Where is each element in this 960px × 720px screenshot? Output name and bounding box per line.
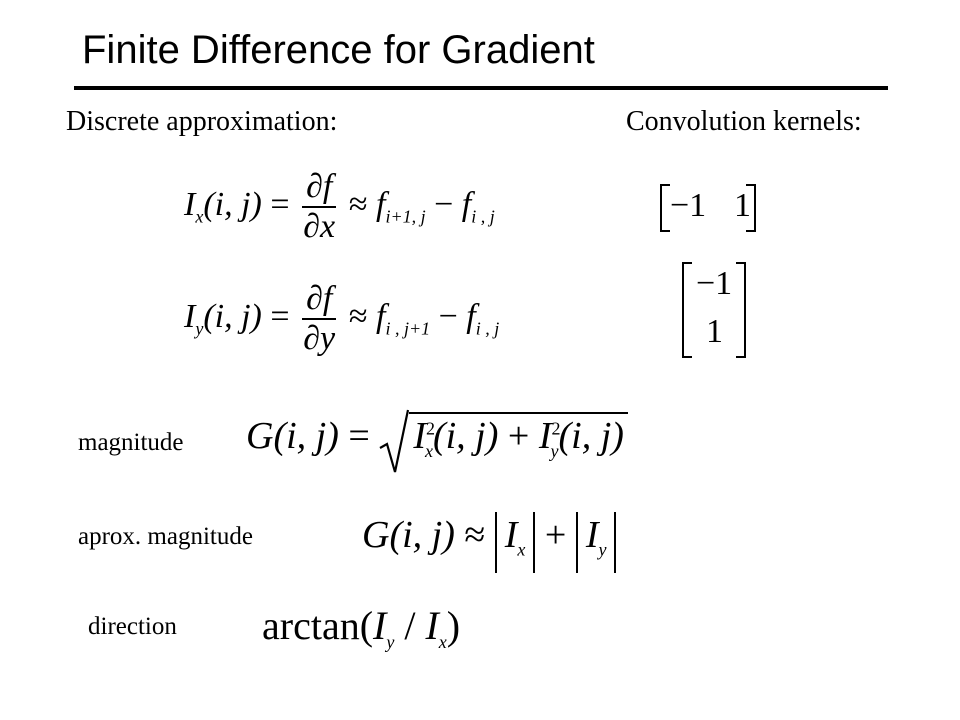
direction-a-var: I	[373, 603, 387, 648]
direction-a-sub: y	[386, 632, 395, 652]
direction-close: )	[446, 603, 461, 648]
iy-lhs-args: (i, j)	[203, 297, 262, 335]
square-root-radicand	[409, 412, 628, 462]
approx-symbol: ≈	[464, 514, 486, 556]
approx-lhs: G(i, j)	[362, 514, 455, 556]
right-bracket	[736, 262, 746, 358]
magnitude-t1-sub: x	[424, 440, 433, 461]
iy-numerator: ∂f	[302, 280, 336, 320]
ix-term1-var: f	[375, 185, 386, 223]
approx-magnitude-label: aprox. magnitude	[78, 523, 253, 550]
iy-term1-var: f	[375, 297, 386, 335]
approx-plus: +	[544, 514, 567, 556]
title-underline	[74, 86, 888, 90]
direction-b-var: I	[425, 603, 439, 648]
magnitude-lhs: G(i, j)	[246, 415, 339, 457]
radical-sign-icon	[379, 406, 409, 476]
discrete-approximation-heading: Discrete approximation:	[66, 106, 338, 137]
abs-ix	[495, 512, 536, 573]
direction-slash: /	[394, 603, 426, 648]
iy-equals: =	[270, 297, 290, 335]
magnitude-t2-sub: y	[550, 440, 559, 461]
equation-iy	[184, 280, 499, 358]
magnitude-t1-args: (i, j)	[432, 415, 499, 457]
ix-lhs-sub: x	[195, 206, 204, 227]
direction-b-sub: x	[438, 632, 447, 652]
magnitude-t1-sup: 2	[425, 418, 435, 439]
iy-lhs-sub: y	[195, 318, 204, 339]
approx-a-var: I	[504, 514, 518, 556]
column-kernel-cell-2: 1	[706, 313, 723, 350]
row-kernel-cell-1: −1	[670, 187, 707, 224]
ix-derivative-fraction	[302, 168, 336, 246]
magnitude-t1-var: I	[413, 415, 426, 457]
magnitude-equation	[246, 412, 628, 462]
left-bracket	[682, 262, 692, 358]
ix-lhs-args: (i, j)	[203, 185, 262, 223]
column-kernel-matrix	[682, 262, 746, 354]
magnitude-t2-args: (i, j)	[558, 415, 624, 457]
approx-b-var: I	[585, 514, 599, 556]
ix-term2-sub: i , j	[471, 206, 495, 227]
approx-a-sub: x	[517, 539, 526, 560]
magnitude-t2-sup: 2	[551, 418, 561, 439]
magnitude-plus: +	[507, 415, 530, 457]
row-kernel-matrix	[660, 184, 756, 228]
magnitude-equals: =	[348, 415, 370, 457]
ix-approx: ≈	[348, 185, 368, 223]
ix-equals: =	[270, 185, 290, 223]
left-bracket	[660, 184, 670, 232]
approx-b-sub: y	[598, 539, 607, 560]
square-root	[379, 412, 628, 462]
magnitude-label: magnitude	[78, 429, 184, 456]
direction-label: direction	[88, 613, 177, 640]
row-kernel-cell-2: 1	[734, 187, 751, 224]
direction-func: arctan(	[262, 603, 374, 648]
approx-magnitude-equation	[362, 512, 616, 573]
iy-term2-var: f	[466, 297, 476, 335]
ix-numerator: ∂f	[302, 168, 336, 208]
ix-term2-var: f	[461, 185, 472, 223]
right-bracket	[746, 184, 756, 232]
ix-minus: −	[434, 185, 454, 223]
column-kernel-cell-1: −1	[696, 265, 733, 302]
iy-derivative-fraction	[302, 280, 336, 358]
iy-lhs-var: I	[184, 297, 196, 335]
direction-equation	[262, 602, 460, 653]
iy-term1-sub: i , j+1	[385, 318, 431, 339]
ix-term1-sub: i+1, j	[385, 206, 426, 227]
abs-iy	[576, 512, 617, 573]
iy-minus: −	[438, 297, 458, 335]
convolution-kernels-heading: Convolution kernels:	[626, 106, 862, 137]
equation-ix	[184, 168, 495, 246]
page-title: Finite Difference for Gradient	[82, 28, 595, 72]
ix-lhs-var: I	[184, 185, 196, 223]
magnitude-t2-var: I	[538, 415, 552, 457]
iy-denominator: ∂y	[303, 320, 336, 357]
ix-denominator: ∂x	[303, 208, 336, 245]
iy-approx: ≈	[348, 297, 368, 335]
iy-term2-sub: i , j	[475, 318, 500, 339]
